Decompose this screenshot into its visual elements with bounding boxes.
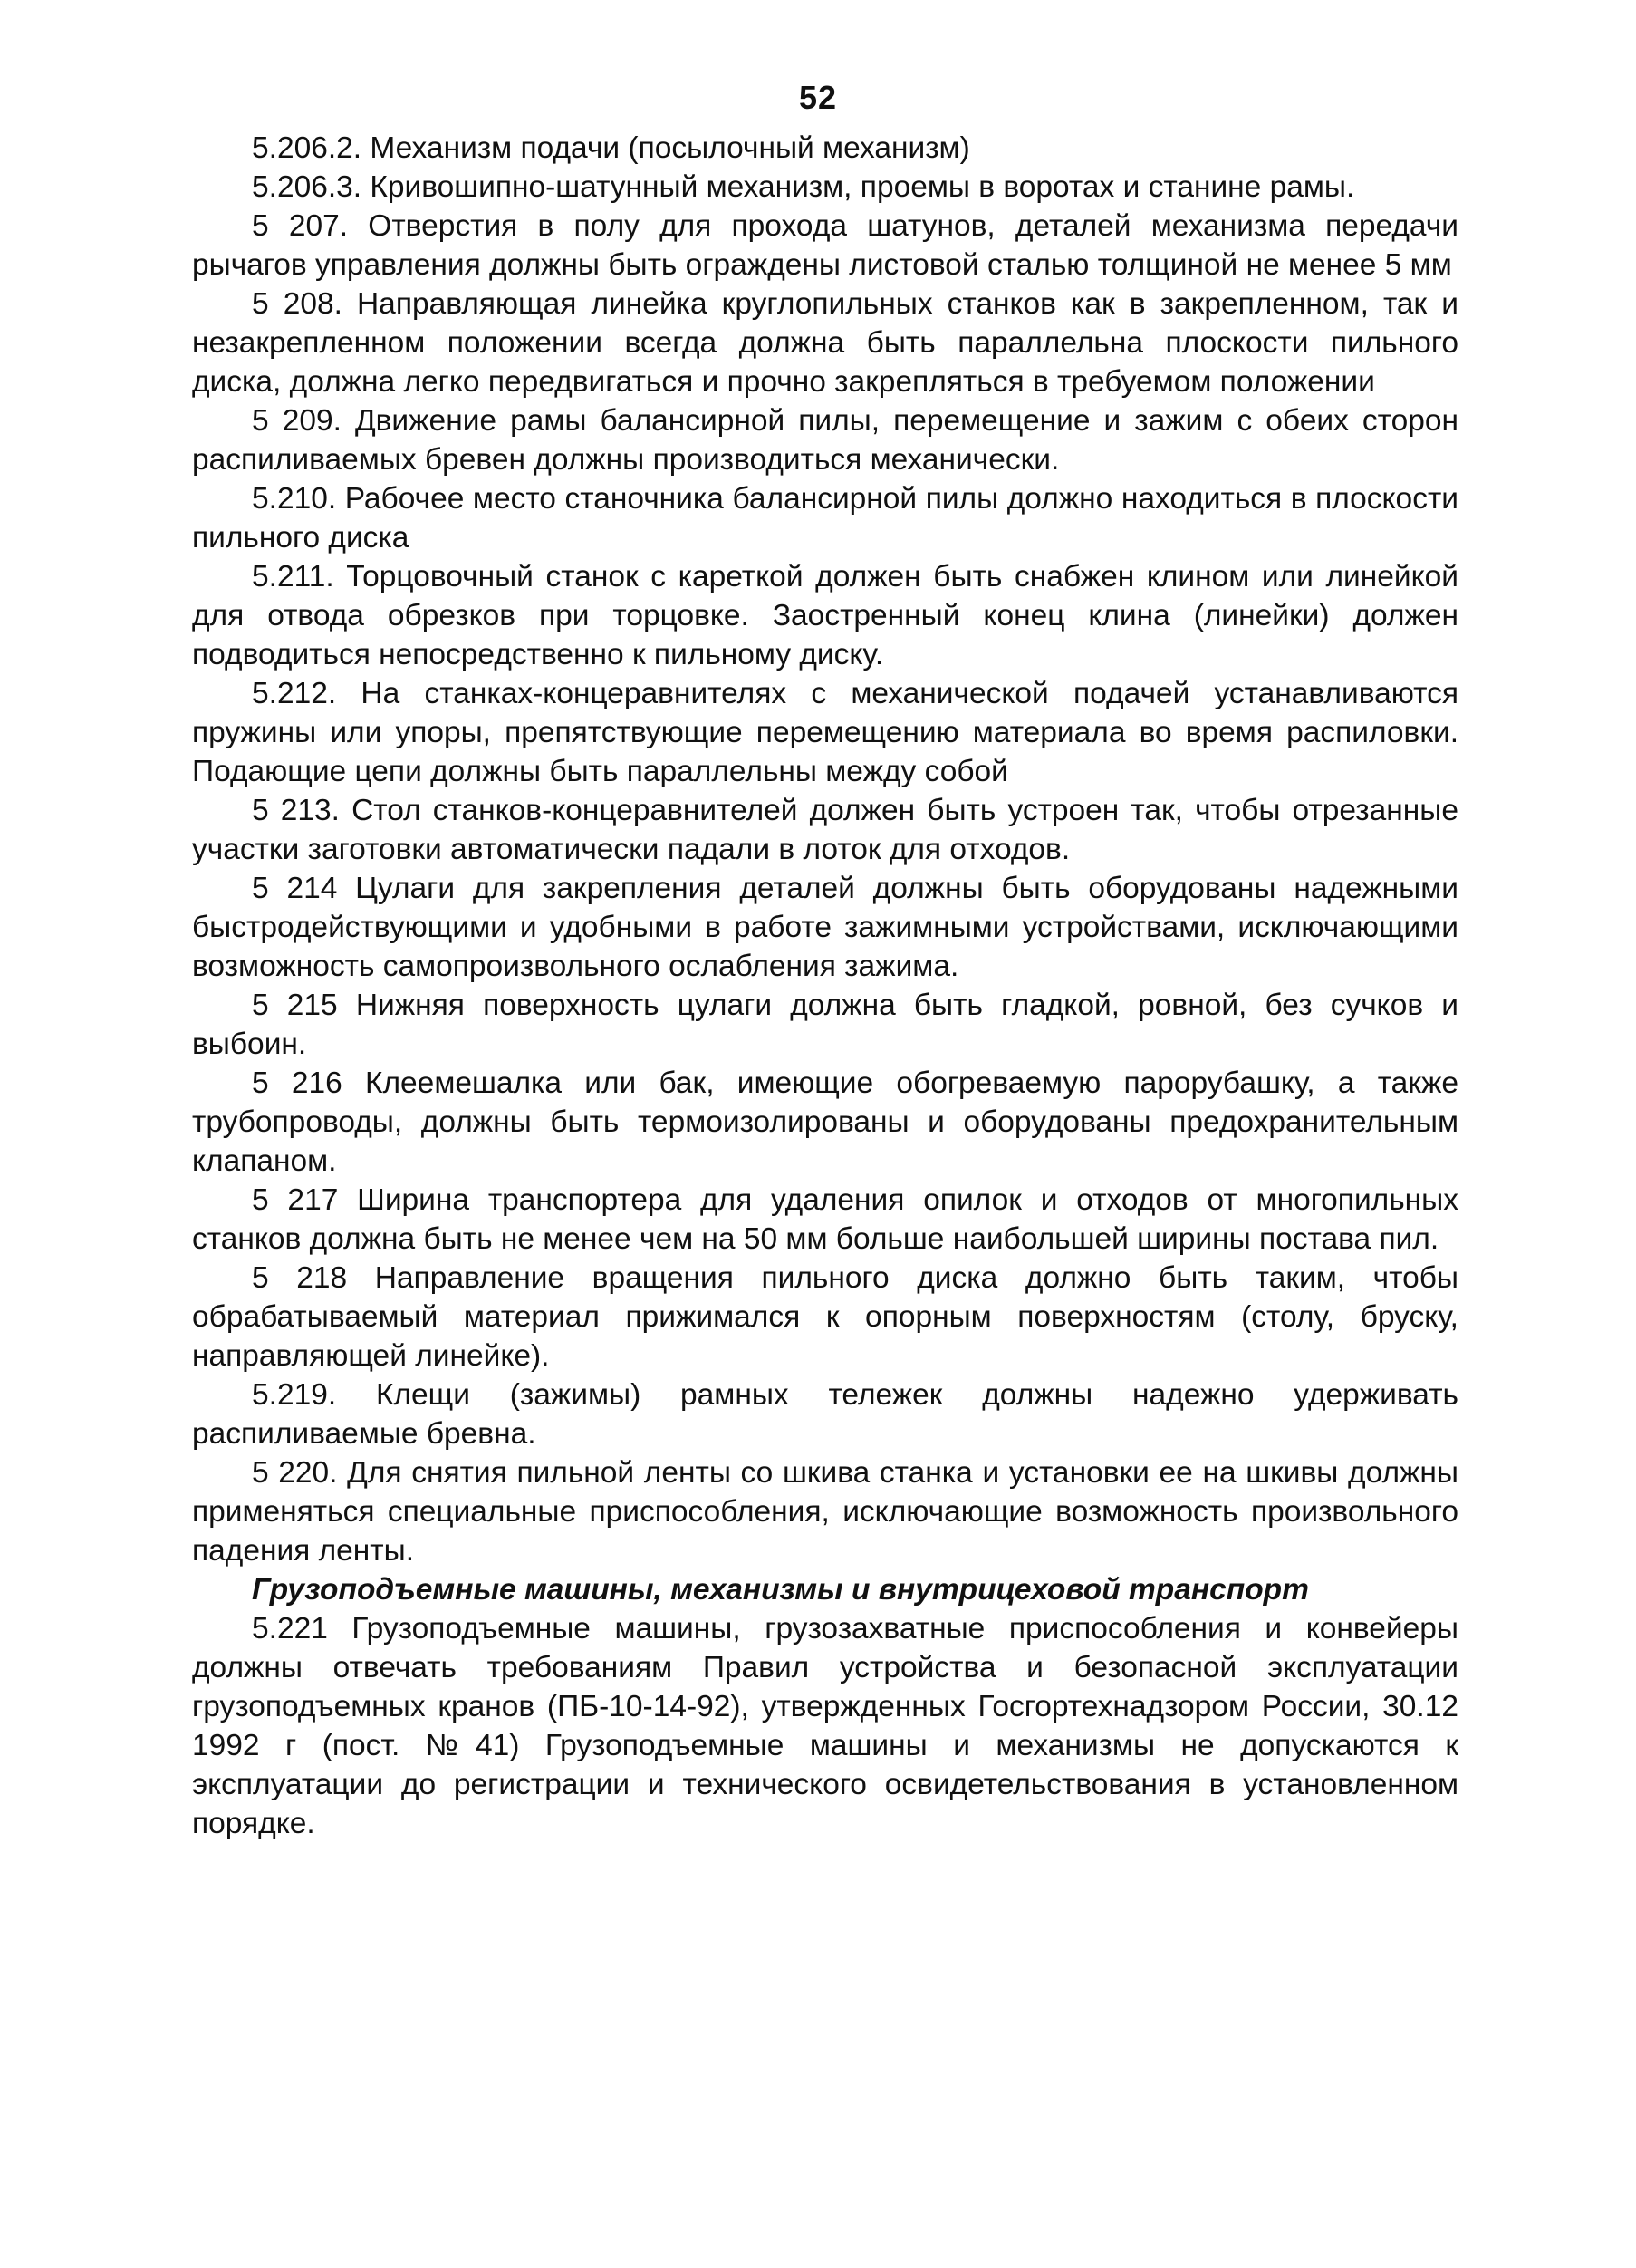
document-body xyxy=(192,129,1458,1843)
paragraph-5-208: 5 208. Направляющая линейка круглопильных станков как в закрепленном, так и незакрепленном положении всегда должна быть параллельна плоскости пильного диска, должна легко передвигаться и прочно закрепляться в требуемом положении xyxy=(192,287,1458,399)
page-number: 52 xyxy=(798,79,838,116)
paragraph-5-221: 5.221 Грузоподъемные машины, грузозахватные приспособления и конвейеры должны отвечать требованиям Правил устройства и безопасной эксплуатации грузоподъемных кранов (ПБ-10-14-92), утвержденных Госгортехнадзором России, 30.12 1992 г (пост. №41) Грузоподъемные машины и механизмы не допускаются к эксплуатации до регистрации и технического освидетельствования в установленном порядке. xyxy=(192,1612,1458,1840)
paragraph-5-210: 5.210. Рабочее место станочника балансирной пилы должно находиться в плоскости пильного диска xyxy=(192,482,1458,555)
paragraph-5-206-3: 5.206.3. Кривошипно-шатунный механизм, проемы в воротах и станине рамы. xyxy=(252,170,1355,204)
paragraph-5-207: 5 207. Отверстия в полу для прохода шатунов, деталей механизма передачи рычагов управления должны быть ограждены листовой сталью толщиной не менее 5 мм xyxy=(192,209,1458,282)
paragraph-5-215: 5 215 Нижняя поверхность цулаги должна быть гладкой, ровной, без сучков и выбоин. xyxy=(192,989,1458,1061)
paragraph-5-212: 5.212. На станках-концеравнителях с механической подачей устанавливаются пружины или упоры, препятствующие перемещению материала во время распиловки. Подающие цепи должны быть параллельны между собой xyxy=(192,677,1458,788)
paragraph-5-214: 5 214 Цулаги для закрепления деталей должны быть оборудованы надежными быстродействующими и удобными в работе зажимными устройствами, исключающими возможность самопроизвольного ослабления зажима. xyxy=(192,872,1458,983)
paragraph-5-206-2: 5.206.2. Механизм подачи (посылочный механизм) xyxy=(252,131,970,165)
paragraph-5-209: 5 209. Движение рамы балансирной пилы, перемещение и зажим с обеих сторон распиливаемых бревен должны производиться механически. xyxy=(192,404,1458,477)
section-heading: Грузоподъемные машины, механизмы и внутрицеховой транспорт xyxy=(252,1573,1309,1607)
paragraph-5-211: 5.211. Торцовочный станок с кареткой должен быть снабжен клином или линейкой для отвода обрезков при торцовке. Заостренный конец клина (линейки) должен подводиться непосредственно к пильному диску. xyxy=(192,560,1458,671)
paragraph-5-219: 5.219. Клещи (зажимы) рамных тележек должны надежно удерживать распиливаемые бревна. xyxy=(192,1378,1458,1451)
paragraph-5-218: 5 218 Направление вращения пильного диска должно быть таким, чтобы обрабатываемый материал прижимался к опорным поверхностям (столу, бруску, направляющей линейке). xyxy=(192,1261,1458,1373)
paragraph-5-217: 5 217 Ширина транспортера для удаления опилок и отходов от многопильных станков должна быть не менее чем на 50 мм больше наибольшей ширины постава пил. xyxy=(192,1183,1458,1256)
paragraph-5-213: 5 213. Стол станков-концеравнителей должен быть устроен так, чтобы отрезанные участки заготовки автоматически падали в лоток для отходов. xyxy=(192,794,1458,866)
paragraph-5-216: 5 216 Клеемешалка или бак, имеющие обогреваемую парорубашку, а также трубопроводы, должны быть термоизолированы и оборудованы предохранительным клапаном. xyxy=(192,1066,1458,1178)
paragraph-5-220: 5 220. Для снятия пильной ленты со шкива станка и установки ее на шкивы должны применяться специальные приспособления, исключающие возможность произвольного падения ленты. xyxy=(192,1456,1458,1568)
